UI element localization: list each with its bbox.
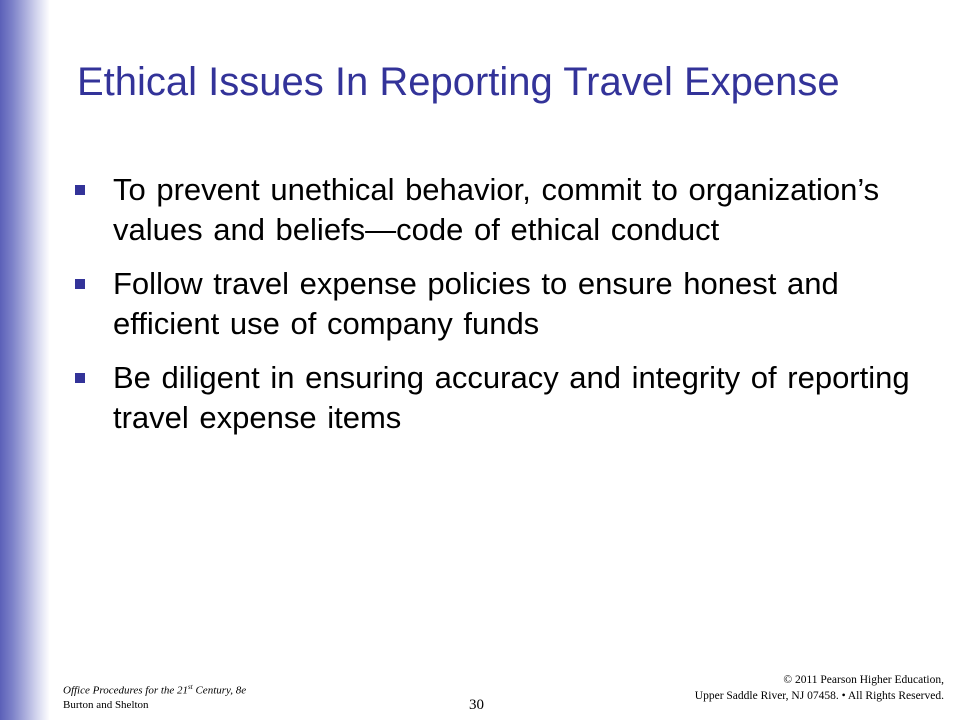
list-item (75, 264, 935, 344)
bullet-text: Be diligent in ensuring accuracy and integrity of reporting travel expense items (113, 360, 910, 435)
bullet-list (75, 170, 935, 452)
footer-copyright (695, 672, 944, 704)
list-item (75, 170, 935, 250)
slide-title: Ethical Issues In Reporting Travel Expense (77, 60, 840, 104)
book-title-superscript: st (188, 683, 193, 691)
list-item (75, 358, 935, 438)
page-number: 30 (469, 697, 484, 713)
square-bullet-icon (75, 279, 85, 289)
square-bullet-icon (75, 185, 85, 195)
book-title (63, 680, 246, 698)
side-gradient-bar (0, 0, 50, 720)
copyright-line-2: Upper Saddle River, NJ 07458. • All Rights Reserved. (694, 690, 944, 702)
bullet-text: To prevent unethical behavior, commit to organization’s values and beliefs—code of ethical conduct (113, 172, 880, 247)
book-authors: Burton and Shelton (63, 698, 149, 711)
book-title-suffix: Century, 8e (192, 684, 247, 697)
footer-book-info (63, 680, 246, 712)
book-title-prefix: Office Procedures for the 21 (63, 684, 189, 697)
bullet-text: Follow travel expense policies to ensure honest and efficient use of company funds (113, 266, 839, 341)
square-bullet-icon (75, 373, 85, 383)
copyright-line-1: © 2011 Pearson Higher Education, (783, 674, 944, 686)
